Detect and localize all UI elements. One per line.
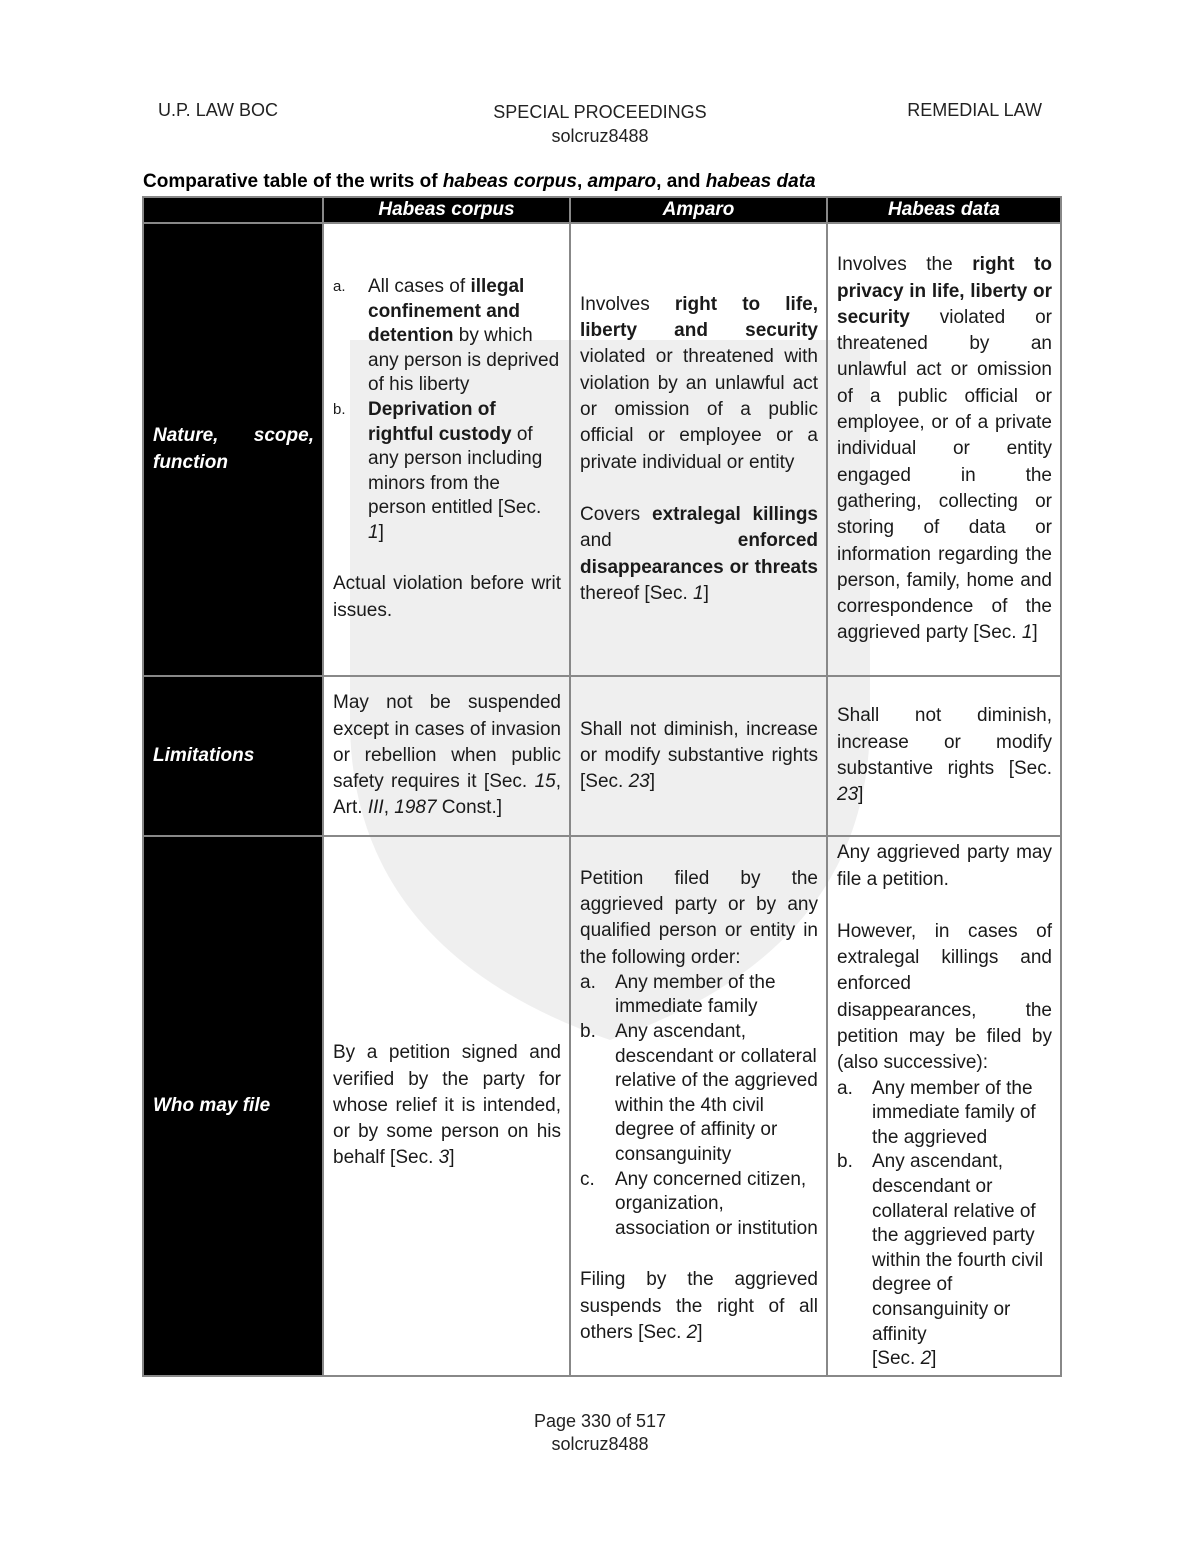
text: Covers [580, 503, 652, 525]
list [333, 275, 561, 546]
bold-text: Deprivation of rightful custody [368, 398, 512, 445]
text: ] [703, 582, 709, 604]
cell-nature-amparo [570, 223, 827, 676]
list-item [580, 1168, 818, 1242]
list-marker: a. [837, 1077, 853, 1099]
table-title [143, 171, 816, 193]
text: Any ascendant, descendant or collateral relative of the aggrieved within the 4th civil degree of affinity or consanguinity [615, 1021, 818, 1166]
text: By a petition signed and verified by the party for whose relief it is intended, or by some person on his behalf [Sec. [333, 1042, 561, 1169]
text: All cases of [368, 275, 471, 297]
list-marker: a. [333, 277, 346, 295]
paragraph: Petition filed by the aggrieved party or by any qualified person or entity in the following order: [580, 867, 818, 968]
text: Filing by the aggrieved suspends the right of all others [Sec. [580, 1269, 818, 1343]
row-label-nature: Nature, scope, function [143, 223, 323, 676]
table-row [143, 676, 1061, 836]
column-header-amparo: Amparo [570, 197, 827, 223]
column-header-habeas-corpus: Habeas corpus [323, 197, 570, 223]
text: ] [697, 1322, 703, 1343]
text: ] [378, 521, 384, 543]
list [580, 971, 818, 1242]
text: Shall not diminish, increase or modify substantive rights [Sec. [837, 705, 1052, 779]
text: Const.] [436, 797, 503, 819]
list [837, 1077, 1052, 1372]
bold-text: illegal confinement and detention [368, 275, 525, 347]
paragraph [333, 690, 561, 821]
footer-user: solcruz8488 [551, 1434, 649, 1454]
italic-text: III [367, 797, 384, 819]
column-header-habeas-data: Habeas data [827, 197, 1061, 223]
text: ] [931, 1348, 937, 1370]
text: Any member of the immediate family [615, 971, 776, 1018]
text: , Art. [333, 771, 561, 819]
text: Involves [580, 293, 675, 315]
table-header-row [143, 197, 1061, 223]
text: Involves the [837, 254, 973, 276]
text: of any person including minors from the person entitled [Sec. [368, 423, 543, 519]
text: May not be suspended except in cases of invasion or rebellion when public safety requires it [Sec. [333, 692, 561, 793]
title-sep: , and [656, 171, 706, 192]
paragraph [837, 703, 1052, 808]
list-item [580, 971, 818, 1020]
text: Any ascendant, descendant or collateral relative of the aggrieved party within the fourth civil degree of consanguinity or affinity [872, 1151, 1044, 1345]
list-item [333, 275, 561, 398]
text: Any member of the immediate family of the aggrieved [872, 1077, 1036, 1148]
list-item [333, 398, 561, 546]
paragraph: However, in cases of extralegal killings and enforced disappearances, the petition may be filed by (also successive): [837, 920, 1052, 1074]
bold-text: extralegal killings [652, 503, 818, 525]
bold-text: enforced disappearances or threats [580, 530, 818, 578]
italic-text: 1 [1021, 622, 1033, 644]
header-left: U.P. LAW BOC [158, 100, 279, 120]
note-text: Actual violation before writ issues. [333, 573, 561, 621]
cell-who-amparo [570, 836, 827, 1376]
bold-text: right to life, liberty and security [580, 293, 818, 342]
text: ] [649, 771, 655, 793]
title-sep: , [576, 171, 588, 192]
text: ] [449, 1147, 455, 1169]
cell-who-habeas-corpus [323, 836, 570, 1376]
header-right: REMEDIAL LAW [907, 100, 1042, 120]
paragraph [580, 1267, 818, 1346]
italic-text: 23 [628, 771, 650, 793]
text: ] [858, 784, 864, 806]
italic-text: 1 [368, 521, 379, 543]
page-number: Page 330 of 517 [533, 1411, 667, 1431]
paragraph [333, 1040, 561, 1171]
text: , [383, 797, 395, 819]
page-footer [0, 1410, 1200, 1456]
cell-nature-habeas-corpus [323, 223, 570, 676]
table-row [143, 223, 1061, 676]
header-cell-blank [143, 197, 323, 223]
text: [Sec. [872, 1348, 921, 1370]
text: ] [1032, 622, 1038, 644]
list-item [837, 1150, 1052, 1371]
row-label-limitations: Limitations [143, 676, 323, 836]
italic-text: 2 [920, 1348, 932, 1370]
list-marker: a. [580, 971, 596, 993]
header-title: SPECIAL PROCEEDINGS [493, 102, 707, 122]
header-user: solcruz8488 [551, 126, 649, 146]
italic-text: 1987 [394, 797, 437, 819]
italic-text: 15 [534, 771, 556, 793]
title-text: Comparative table of the writs of [143, 171, 443, 192]
row-label-who-may-file: Who may file [143, 836, 323, 1376]
list-marker: b. [333, 400, 346, 418]
italic-text: 2 [686, 1322, 698, 1343]
paragraph [580, 502, 818, 607]
cell-nature-habeas-data [827, 223, 1061, 676]
paragraph [580, 717, 818, 796]
comparison-table [142, 196, 1062, 1377]
list-item [580, 1020, 818, 1168]
text: and [580, 530, 738, 552]
text: violated or threatened with violation by an unlawful act or omission of a public official or employee or a private individual or entity [580, 346, 818, 473]
list-marker: b. [580, 1021, 596, 1043]
italic-text: 23 [837, 784, 859, 806]
text: thereof [Sec. [580, 582, 694, 604]
paragraph: Any aggrieved party may file a petition. [837, 842, 1052, 890]
italic-text: 1 [693, 582, 704, 604]
text: violated or threatened by an unlawful act or omission of a public official or employee, or of a private individual or entity engaged in the gathering, collecting or storing of data or information regarding the person, family, home and correspondence of the aggrieved party [Sec. [837, 306, 1052, 644]
paragraph [580, 292, 818, 476]
italic-text: 3 [438, 1147, 450, 1169]
text: by which any person is deprived of his liberty [368, 325, 560, 396]
text: Shall not diminish, increase or modify substantive rights [Sec. [580, 718, 818, 793]
table-row [143, 836, 1061, 1376]
title-habeas-corpus: habeas corpus [442, 171, 577, 192]
cell-limitations-amparo [570, 676, 827, 836]
title-amparo: amparo [587, 171, 657, 192]
list-marker: c. [580, 1168, 595, 1190]
bold-text: right to privacy in life, liberty or security [837, 254, 1052, 328]
title-habeas-data: habeas data [705, 171, 816, 192]
cell-who-habeas-data [827, 836, 1061, 1376]
list-marker: b. [837, 1151, 853, 1173]
cell-limitations-habeas-corpus [323, 676, 570, 836]
list-item [837, 1077, 1052, 1151]
cell-limitations-habeas-data [827, 676, 1061, 836]
text: Any concerned citizen, organization, association or institution [615, 1168, 818, 1239]
paragraph [837, 252, 1052, 646]
